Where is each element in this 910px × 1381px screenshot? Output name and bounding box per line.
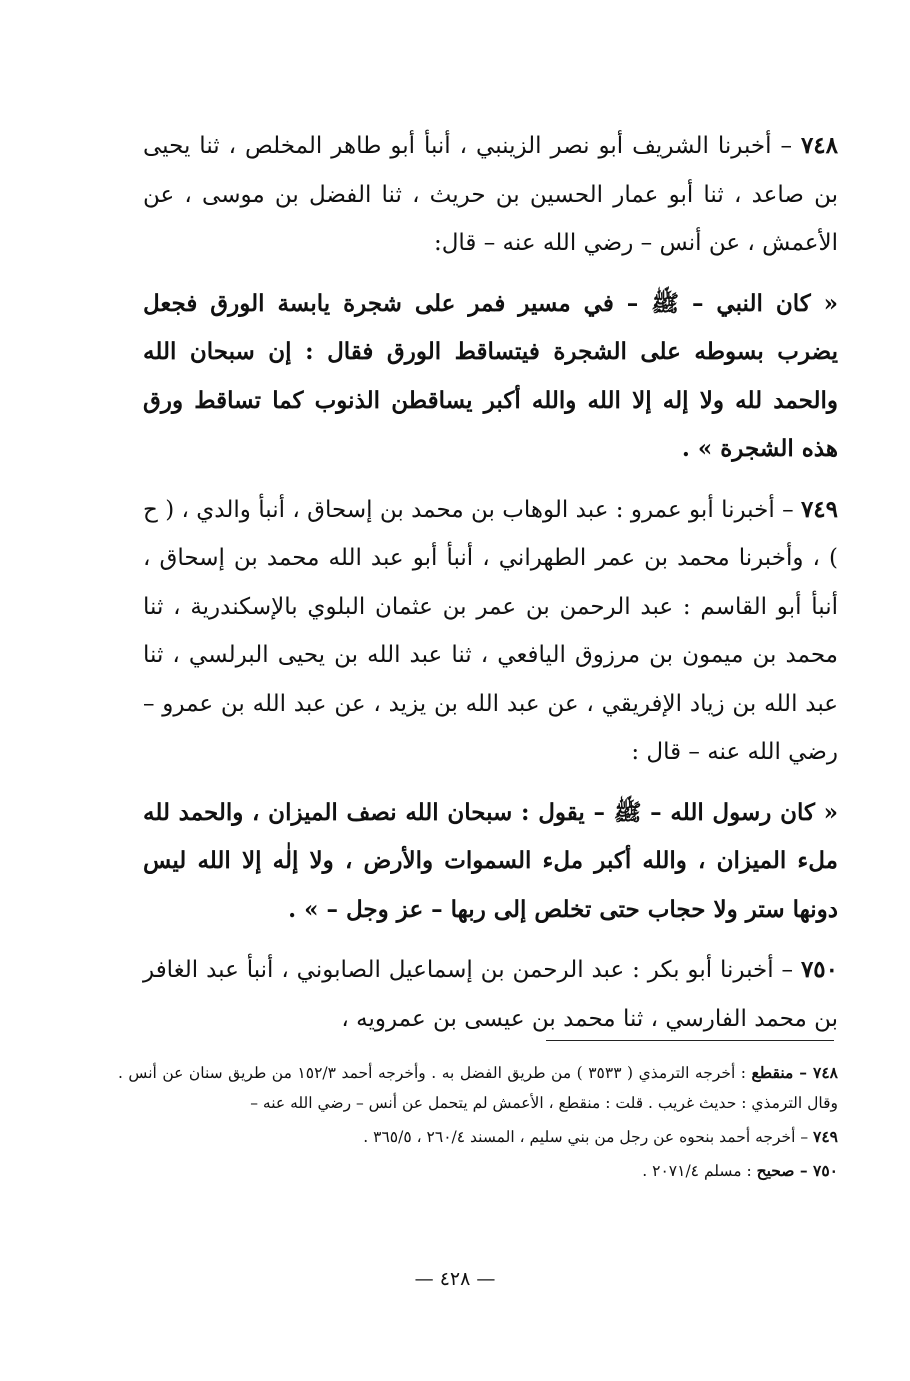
footnote-number: ٧٥٠ [813, 1161, 838, 1180]
footnote-749 [118, 1122, 838, 1152]
footnote-number: ٧٤٩ [813, 1127, 838, 1146]
paragraph-748 [143, 122, 838, 268]
footnote-text: : مسلم ٢٠٧١/٤ . [642, 1162, 757, 1180]
footnote-text: – أخرجه أحمد بنحوه عن رجل من بني سليم ، المسند ٢٦٠/٤ ، ٣٦٥/٥ . [363, 1128, 814, 1146]
footnote-text: : أخرجه الترمذي ( ٣٥٣٣ ) من طريق الفضل به . وأخرجه أحمد ١٥٢/٣ من طريق سنان عن أنس . وقال الترمذي : حديث غريب . قلت : منقطع ، الأعمش لم يتحمل عن أنس – رضي الله عنه – [118, 1064, 838, 1112]
page-number: — ٤٢٨ — [414, 1268, 496, 1290]
footnotes [118, 1058, 838, 1190]
isnad-text: – أخبرنا أبو بكر : عبد الرحمن بن إسماعيل الصابوني ، أنبأ عبد الغافر بن محمد الفارسي ، ثنا محمد بن عيسى بن عمرويه ، [143, 957, 838, 1032]
hadith-number: ٧٥٠ [800, 956, 838, 983]
hadith-number: ٧٤٩ [800, 495, 838, 523]
main-text [143, 122, 838, 1055]
footnote-grade: – منقطع [751, 1063, 814, 1082]
footnote-divider [546, 1040, 834, 1041]
footnote-748 [118, 1058, 838, 1118]
hadith-text-748: « كان النبي – ﷺ – في مسير فمر على شجرة يابسة الورق فجعل يضرب بسوطه على الشجرة فيتساقط الورق فقال : إن سبحان الله والحمد لله ولا إله إلا الله والله أكبر يساقطن الذنوب كما تساقط ورق هذه الشجرة » . [143, 289, 838, 462]
hadith-number: ٧٤٨ [800, 132, 838, 159]
footnote-number: ٧٤٨ [813, 1063, 838, 1082]
isnad-text: – أخبرنا أبو عمرو : عبد الوهاب بن محمد بن إسحاق ، أنبأ والدي ، ( ح ) ، وأخبرنا محمد بن عمر الطهراني ، أنبأ أبو عبد الله محمد بن إسحاق ، أنبأ أبو القاسم : عبد الرحمن بن عمر بن عثمان البلوي بالإسكندرية ، ثنا محمد بن ميمون بن مرزوق اليافعي ، ثنا عبد الله بن يحيى البرلسي ، ثنا عبد الله بن زياد الإفريقي ، عن عبد الله بن يزيد ، عن عبد الله بن عمرو – رضي الله عنه – قال : [143, 496, 838, 765]
paragraph-749 [143, 486, 838, 777]
paragraph-750 [143, 946, 838, 1043]
footnote-750 [118, 1156, 838, 1186]
hadith-text-749: « كان رسول الله – ﷺ – يقول : سبحان الله نصف الميزان ، والحمد لله ملء الميزان ، والله أكبر ملء السموات والأرض ، ولا إلٰه إلا الله ليس دونها ستر ولا حجاب حتى تخلص إلى ربها – عز وجل – » . [143, 798, 838, 923]
footnote-grade: – صحيح [756, 1161, 814, 1180]
isnad-text: – أخبرنا الشريف أبو نصر الزينبي ، أنبأ أبو طاهر المخلص ، ثنا يحيى بن صاعد ، ثنا أبو عمار الحسين بن حريث ، ثنا الفضل بن موسى ، عن الأعمش ، عن أنس – رضي الله عنه – قال: [143, 133, 838, 256]
